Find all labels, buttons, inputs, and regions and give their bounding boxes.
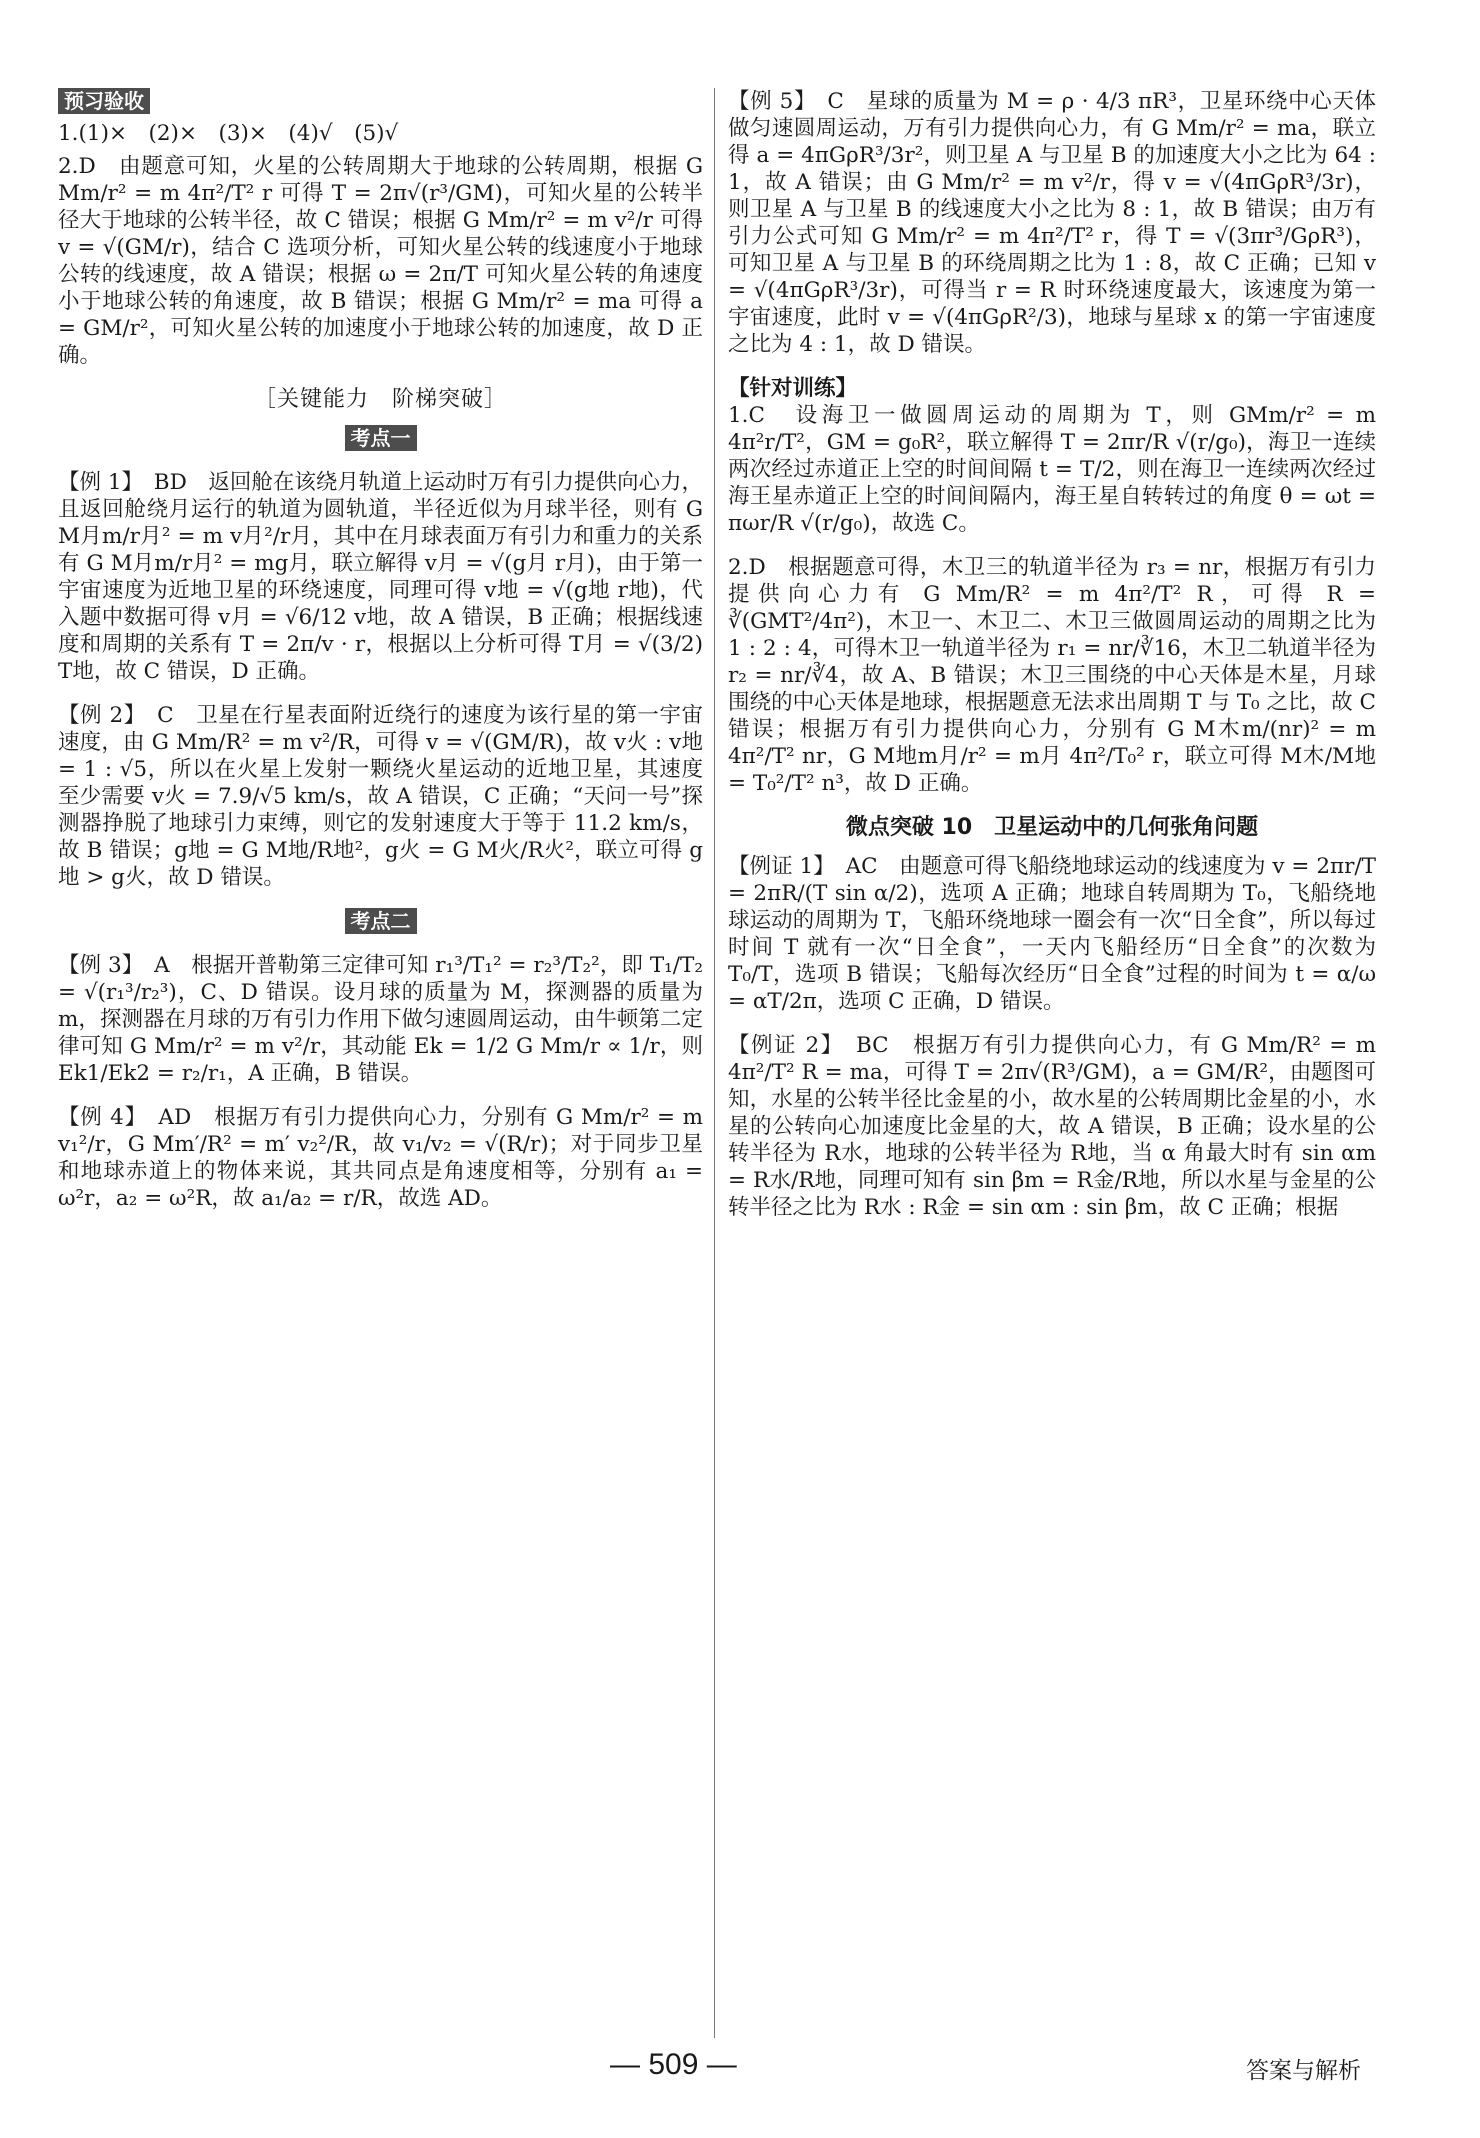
drill-answer-1: 1.C 设海卫一做圆周运动的周期为 T，则 GMm/r² = m 4π²r/T²，GM = g₀R²，联立解得 T = 2πr/R √(r/g₀)，海卫一连续两次经过赤道正上空的时间间隔 t = T/2，则在海卫一连续两次经过海王星赤道正上空的时间间隔内，海王星自转转过的角度 θ = ωt = πωr/R √(r/g₀)，故选 C。 [728, 403, 1376, 536]
left-column [58, 88, 703, 1229]
section-title: ［关键能力 阶梯突破］ [253, 387, 507, 412]
preview-tag: 预习验收 [58, 88, 150, 114]
example-3: 【例 3】 A 根据开普勒第三定律可知 r₁³/T₁² = r₂³/T₂²，即 T₁/T₂ = √(r₁³/r₂³)，C、D 错误。设月球的质量为 M，探测器的质量为 m，探测器在月球的万有引力作用下做匀速圆周运动，由牛顿第二定律可知 G Mm/r² = m v²/r，其动能 Ek = 1/2 G Mm/r ∝ 1/r，则 Ek1/Ek2 = r₂/r₁，A 正确，B 错误。 [58, 953, 703, 1086]
kaodian-2-tag: 考点二 [345, 908, 417, 934]
footer-label: 答案与解析 [1246, 2058, 1361, 2084]
preview-answer-2: 2.D 由题意可知，火星的公转周期大于地球的公转周期，根据 G Mm/r² = m 4π²/T² r 可得 T = 2π√(r³/GM)，可知火星的公转半径大于地球的公转半径，故 C 错误；根据 G Mm/r² = m v²/r 可得 v = √(GM/r)，结合 C 选项分析，可知火星公转的线速度小于地球公转的线速度，故 A 错误；根据 ω = 2π/T 可知火星公转的角速度小于地球公转的角速度，故 B 错误；根据 G Mm/r² = ma 可得 a = GM/r²，可知火星公转的加速度小于地球公转的加速度，故 D 正确。 [58, 154, 703, 368]
column-divider [714, 88, 715, 2038]
example-1: 【例 1】 BD 返回舱在该绕月轨道上运动时万有引力提供向心力，且返回舱绕月运行的轨道为圆轨道，半径近似为月球半径，则有 G M月m/r月² = m v月²/r月，其中在月球表面万有引力和重力的关系有 G M月m/r月² = mg月，联立解得 v月 = √(g月 r月)，由于第一宇宙速度为近地卫星的环绕速度，同理可得 v地 = √(g地 r地)，代入题中数据可得 v月 = √6/12 v地，故 A 错误，B 正确；根据线速度和周期的关系有 T = 2π/v · r，根据以上分析可得 T月 = √(3/2) T地，故 C 错误，D 正确。 [58, 470, 703, 684]
kaodian-1-tag: 考点一 [345, 425, 417, 451]
example-4: 【例 4】 AD 根据万有引力提供向心力，分别有 G Mm/r² = m v₁²/r，G Mm′/R² = m′ v₂²/R，故 v₁/v₂ = √(R/r)；对于同步卫星和地球赤道上的物体来说，其共同点是角速度相等，分别有 a₁ = ω²r，a₂ = ω²R，故 a₁/a₂ = r/R，故选 AD。 [58, 1105, 703, 1211]
proof-example-1: 【例证 1】 AC 由题意可得飞船绕地球运动的线速度为 v = 2πr/T = 2πR/(T sin α/2)，选项 A 正确；地球自转周期为 T₀，飞船绕地球运动的周期为 T，飞船环绕地球一圈会有一次“日全食”，所以每过时间 T 就有一次“日全食”，一天内飞船经历“日全食”的次数为 T₀/T，选项 B 错误；飞船每次经历“日全食”过程的时间为 t = α/ω = αT/2π，选项 C 正确，D 错误。 [728, 854, 1376, 1014]
example-5: 【例 5】 C 星球的质量为 M = ρ · 4/3 πR³，卫星环绕中心天体做匀速圆周运动，万有引力提供向心力，有 G Mm/r² = ma，联立得 a = 4πGρR³/3r²，则卫星 A 与卫星 B 的加速度大小之比为 64 : 1，故 A 错误；由 G Mm/r² = m v²/r，得 v = √(4πGρR³/3r)，则卫星 A 与卫星 B 的线速度大小之比为 8 : 1，故 B 错误；由万有引力公式可知 G Mm/r² = m 4π²/T² r，得 T = √(3πr³/GρR³)，可知卫星 A 与卫星 B 的环绕周期之比为 1 : 8，故 C 正确；已知 v = √(4πGρR³/3r)，可得当 r = R 时环绕速度最大，该速度为第一宇宙速度，此时 v = √(4πGρR²/3)，地球与星球 x 的第一宇宙速度之比为 4 : 1，故 D 错误。 [728, 89, 1376, 357]
example-2: 【例 2】 C 卫星在行星表面附近绕行的速度为该行星的第一宇宙速度，由 G Mm/R² = m v²/R，可得 v = √(GM/R)，故 v火 : v地 = 1 : √5，所以在火星上发射一颗绕火星运动的近地卫星，其速度至少需要 v火 = 7.9/√5 km/s，故 A 错误，C 正确；“天问一号”探测器挣脱了地球引力束缚，则它的发射速度大于等于 11.2 km/s，故 B 错误；g地 = G M地/R地²，g火 = G M火/R火²，联立可得 g地 > g火，故 D 错误。 [58, 703, 703, 890]
page-number: — 509 — [610, 2048, 737, 2081]
right-column [728, 88, 1376, 1238]
preview-answer-1: 1.(1)× (2)× (3)× (4)√ (5)√ [58, 121, 399, 146]
proof-example-2: 【例证 2】 BC 根据万有引力提供向心力，有 G Mm/R² = m 4π²/T² R = ma，可得 T = 2π√(R³/GM)，a = GM/R²，由题图可知，水星的公转半径比金星的小，故水星的公转周期比金星的小，水星的公转向心加速度比金星的大，故 A 错误，B 正确；设水星的公转半径为 R水，地球的公转半径为 R地，当 α 角最大时有 sin αm = R水/R地，同理可知有 sin βm = R金/R地，所以水星与金星的公转半径之比为 R水 : R金 = sin αm : sin βm，故 C 正确；根据 [728, 1033, 1376, 1220]
drill-label: 【针对训练】 [728, 376, 858, 401]
drill-answer-2: 2.D 根据题意可得，木卫三的轨道半径为 r₃ = nr，根据万有引力提供向心力有 G Mm/R² = m 4π²/T² R，可得 R = ∛(GMT²/4π²)，木卫一、木卫二、木卫三做圆周运动的周期之比为 1 : 2 : 4，可得木卫一轨道半径为 r₁ = nr/∛16，木卫二轨道半径为 r₂ = nr/∛4，故 A、B 错误；木卫三围绕的中心天体是木星，月球围绕的中心天体是地球，根据题意无法求出周期 T 与 T₀ 之比，故 C 错误；根据万有引力提供向心力，分别有 G M木m/(nr)² = m 4π²/T² nr，G M地m月/r² = m月 4π²/T₀² r，联立可得 M木/M地 = T₀²/T² n³，故 D 正确。 [728, 555, 1376, 796]
micro-section-title: 微点突破 10 卫星运动中的几何张角问题 [845, 815, 1259, 840]
